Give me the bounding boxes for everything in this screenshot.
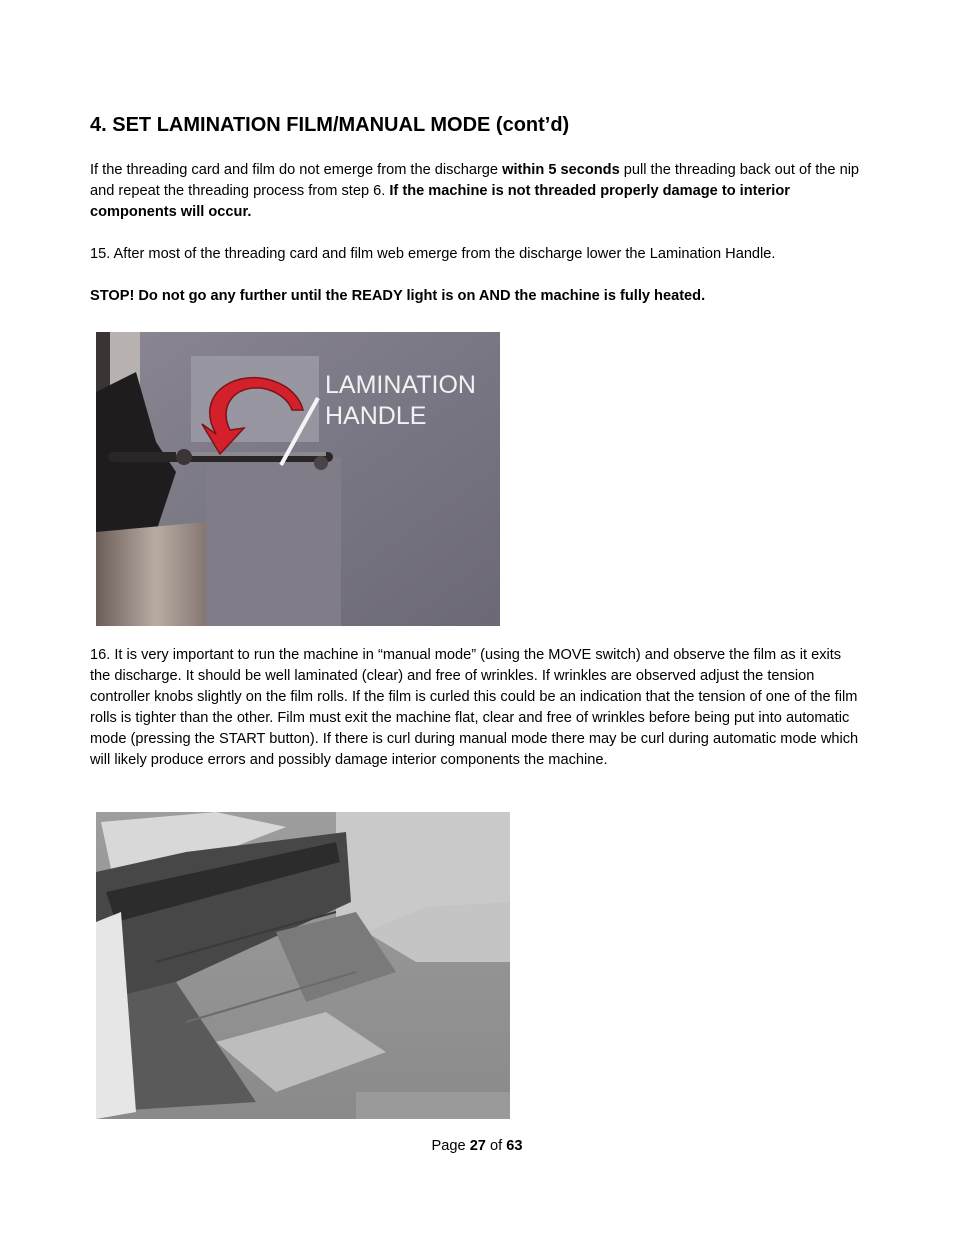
section-heading: 4. SET LAMINATION FILM/MANUAL MODE (cont’d) bbox=[90, 114, 570, 136]
stop-warning: STOP! Do not go any further until the READY light is on AND the machine is fully heated. bbox=[90, 288, 706, 304]
manual-mode-illustration bbox=[96, 812, 510, 1119]
step-16-paragraph: 16. It is very important to run the machine in “manual mode” (using the MOVE switch) and observe the film as it exits the discharge. It should be well laminated (clear) and free of wrinkles. If wrinkles are observed adjust the tension controller knobs slightly on the film rolls. If the film is curled this could be an indication that the tension of one of the film rolls is tighter than the other. Film must exit the machine flat, clear and free of wrinkles before being put into automatic mode (pressing the START button). If there is curl during manual mode there may be curl during automatic mode which will likely produce errors and possibly damage interior components the machine. bbox=[90, 647, 859, 768]
photo-label-line1: LAMINATION bbox=[325, 371, 476, 399]
footer-prefix: Page bbox=[431, 1138, 470, 1154]
photo-label-line2: HANDLE bbox=[325, 402, 427, 430]
threading-text-a: If the threading card and film do not emerge from the discharge bbox=[90, 162, 503, 178]
footer-middle: of bbox=[485, 1138, 507, 1154]
page-footer bbox=[0, 1136, 954, 1156]
threading-text-c: pull the threading back out of the nip and repeat the threading process from step 6. bbox=[90, 162, 860, 199]
total-page-count: 63 bbox=[506, 1138, 523, 1154]
manual-mode-photo bbox=[96, 812, 510, 1119]
lamination-handle-photo bbox=[96, 332, 500, 626]
threading-time-limit: within 5 seconds bbox=[502, 162, 620, 178]
current-page-number: 27 bbox=[469, 1138, 486, 1154]
threading-damage-warning: If the machine is not threaded properly damage to interior components will occur. bbox=[90, 183, 790, 220]
threading-warning-paragraph bbox=[90, 160, 865, 223]
step-15-paragraph: 15. After most of the threading card and film web emerge from the discharge lower the Lamination Handle. bbox=[90, 246, 776, 262]
lamination-handle-illustration bbox=[96, 332, 500, 626]
